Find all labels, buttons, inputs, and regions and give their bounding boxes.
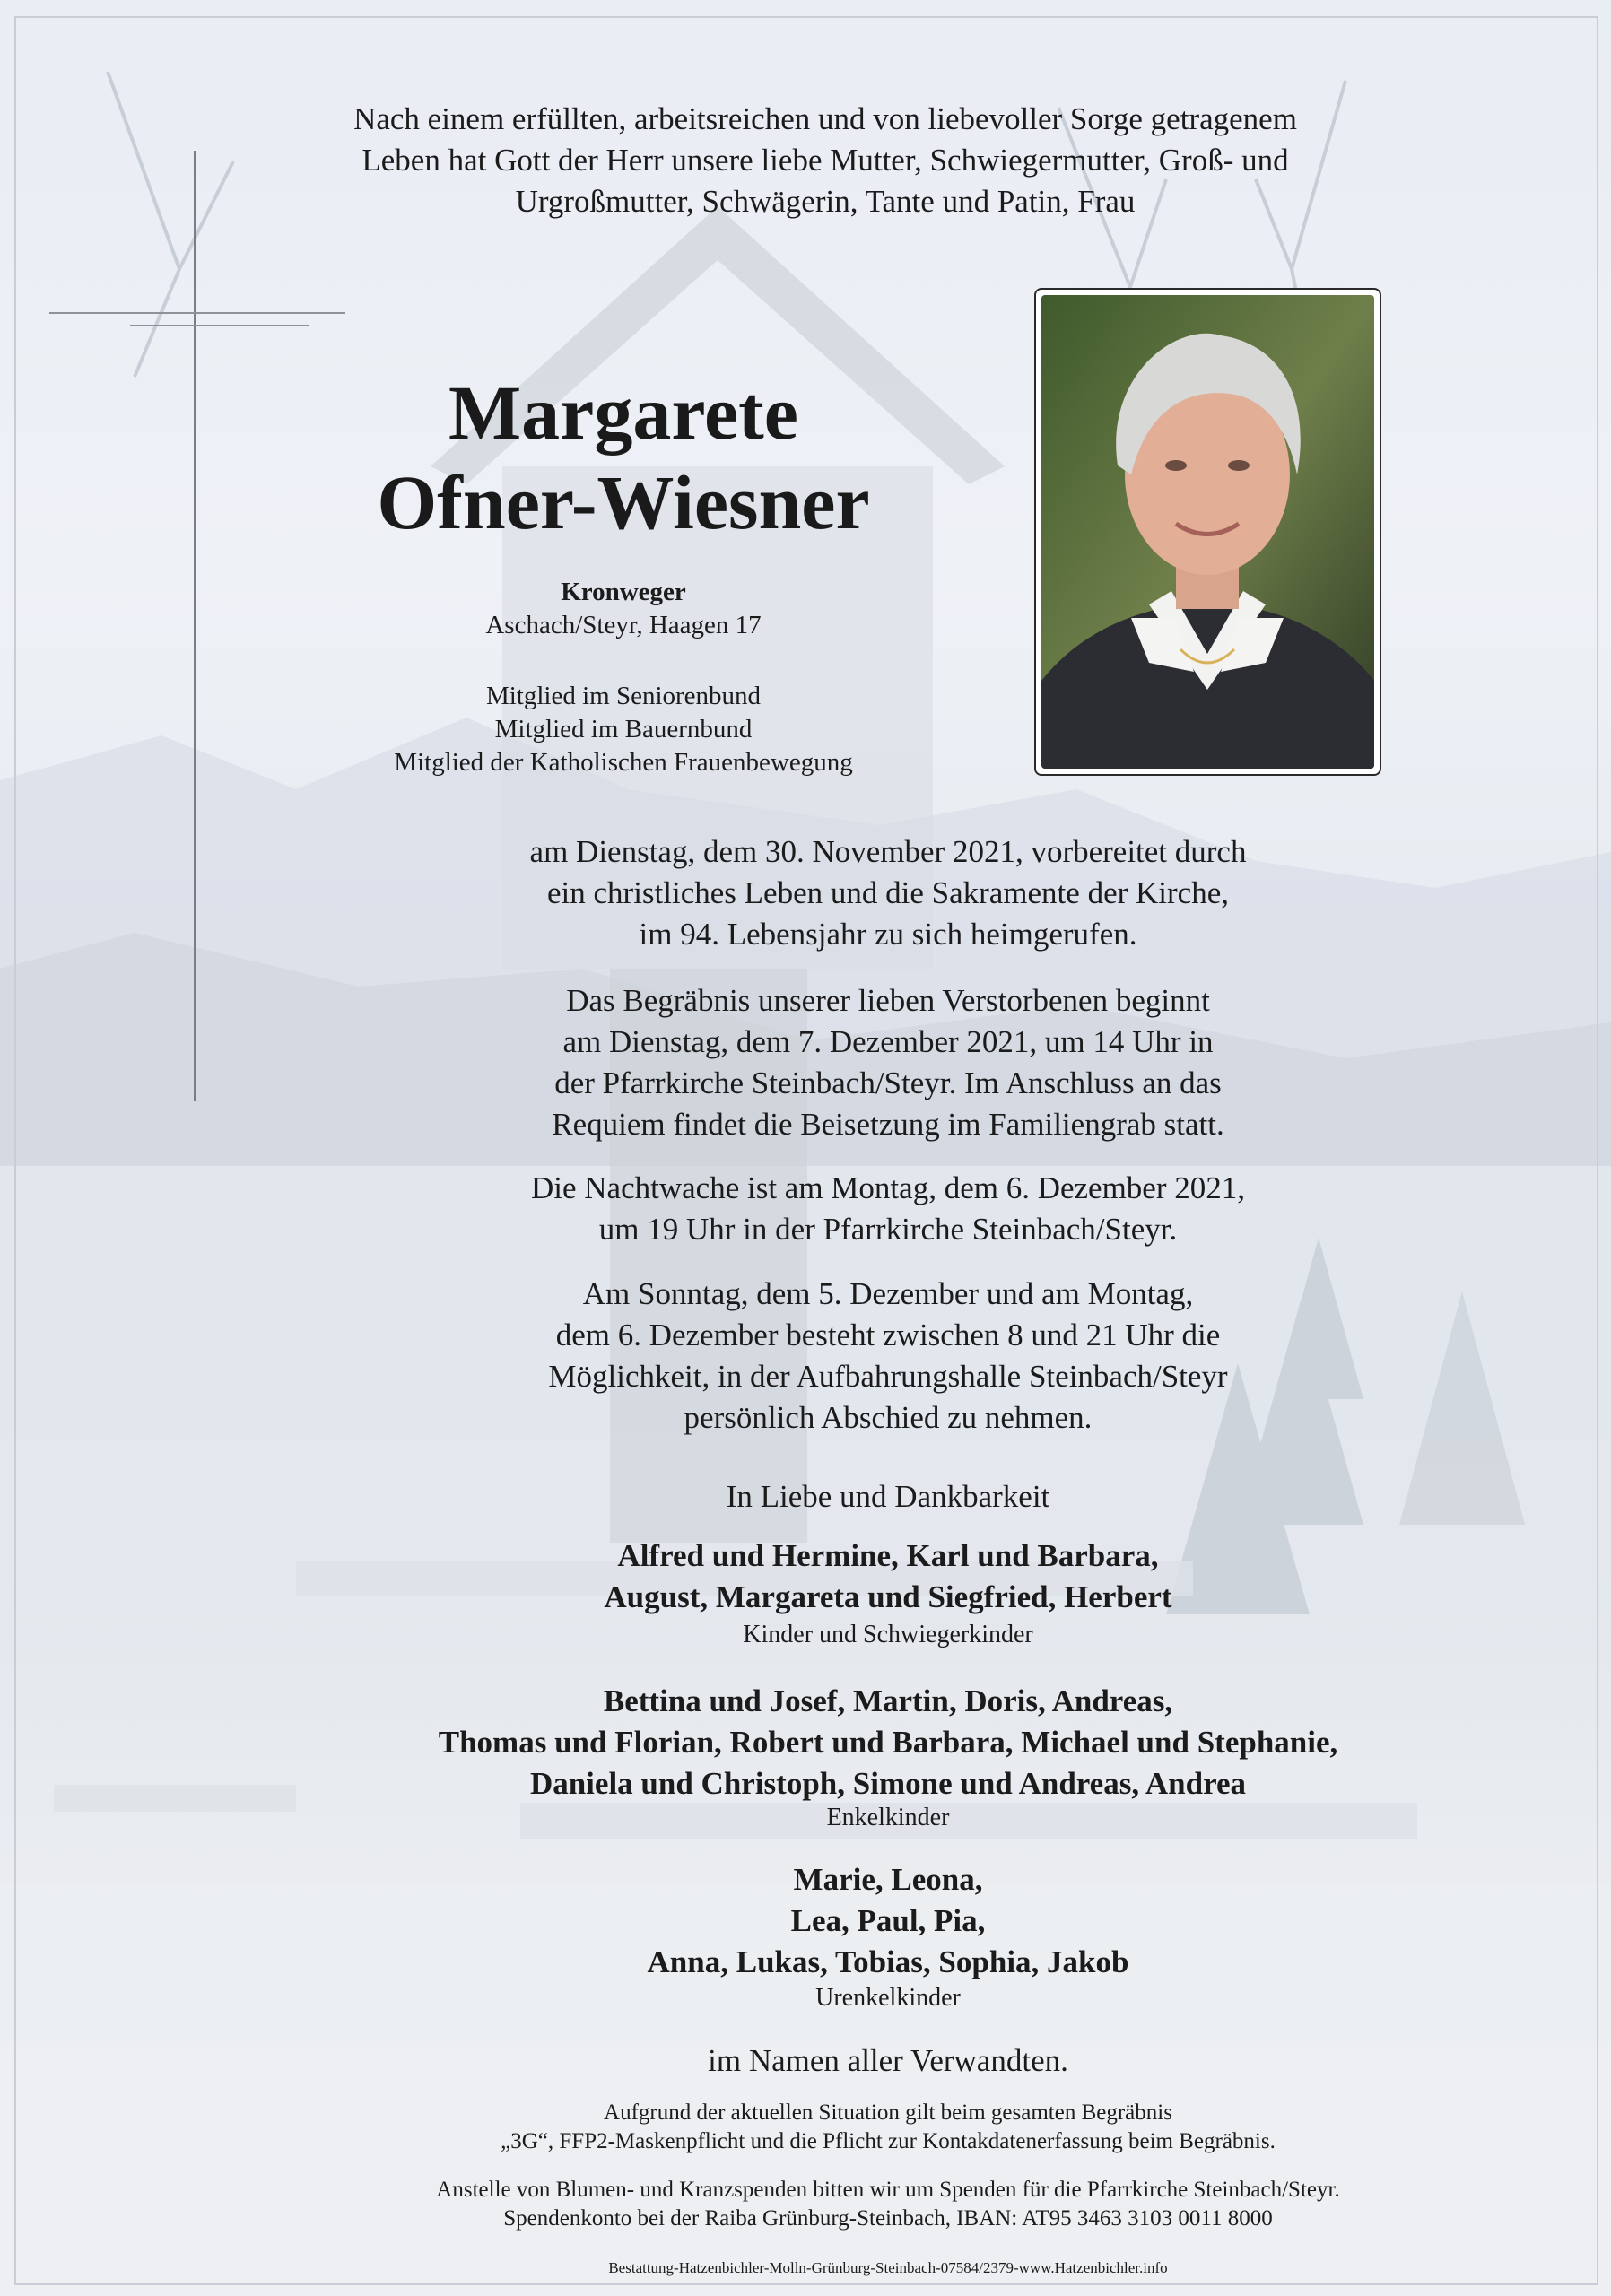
children-names: [269, 1535, 1507, 1618]
covid-note-line: Aufgrund der aktuellen Situation gilt beim gesamten Begräbnis: [604, 2100, 1172, 2125]
grandchildren-line: Daniela und Christoph, Simone und Andreas, Andrea: [529, 1766, 1247, 1801]
deceased-last-name: Ofner-Wiesner: [377, 459, 870, 545]
funeral-home-footer: Bestattung-Hatzenbichler-Molln-Grünburg-Steinbach-07584/2379-www.Hatzenbichler.info: [608, 2259, 1168, 2276]
cross-horizontal-bar-upper: [49, 312, 345, 314]
death-notice-line: ein christliches Leben und die Sakramente der Kirche,: [547, 875, 1229, 910]
funeral-details: [448, 980, 1328, 1145]
covid-note: [224, 2099, 1552, 2156]
farewell-line: Am Sonntag, dem 5. Dezember und am Montag,: [582, 1276, 1194, 1311]
farewell-line: dem 6. Dezember besteht zwischen 8 und 21 Uhr die: [555, 1318, 1221, 1352]
deceased-name: [287, 368, 960, 547]
house-name: Kronweger: [561, 578, 686, 606]
funeral-line: am Dienstag, dem 7. Dezember 2021, um 14 Uhr in: [562, 1024, 1214, 1059]
vigil-line: Die Nachtwache ist am Montag, dem 6. Dezember 2021,: [531, 1170, 1245, 1205]
intro-paragraph: [269, 99, 1381, 222]
donation-note-line: Spendenkonto bei der Raiba Grünburg-Steinbach, IBAN: AT95 3463 3103 0011 8000: [503, 2206, 1273, 2231]
great-grandchildren-names: [269, 1859, 1507, 1983]
farewell-details: [448, 1274, 1328, 1439]
donation-note-line: Anstelle von Blumen- und Kranzspenden bitten wir um Spenden für die Pfarrkirche Steinbach/Steyr.: [436, 2178, 1340, 2202]
intro-line: Nach einem erfüllten, arbeitsreichen und von liebevoller Sorge getragenem: [353, 101, 1297, 136]
membership-item: Mitglied im Bauernbund: [494, 715, 753, 744]
death-notice-line: am Dienstag, dem 30. November 2021, vorbereitet durch: [529, 834, 1247, 869]
children-line: Alfred und Hermine, Karl und Barbara,: [617, 1538, 1159, 1573]
deceased-first-name: Margarete: [448, 370, 798, 456]
portrait-image: [1041, 295, 1374, 769]
cross-horizontal-bar-lower: [130, 325, 309, 326]
intro-line: Leben hat Gott der Herr unsere liebe Mutter, Schwiegermutter, Groß- und: [361, 143, 1289, 178]
great-grandchildren-line: Marie, Leona,: [793, 1862, 983, 1897]
vigil-line: um 19 Uhr in der Pfarrkirche Steinbach/Steyr.: [598, 1212, 1178, 1247]
donation-note: [224, 2176, 1552, 2233]
grandchildren-line: Bettina und Josef, Martin, Doris, Andreas,: [603, 1683, 1173, 1718]
farewell-line: Möglichkeit, in der Aufbahrungshalle Steinbach/Steyr: [548, 1359, 1228, 1394]
children-line: August, Margareta und Siegfried, Herbert: [604, 1579, 1172, 1614]
address: Aschach/Steyr, Haagen 17: [485, 611, 762, 639]
grandchildren-caption: Enkelkinder: [826, 1804, 950, 1831]
funeral-line: Das Begräbnis unserer lieben Verstorbenen beginnt: [566, 983, 1210, 1018]
funeral-line: Requiem findet die Beisetzung im Familiengrab statt.: [552, 1107, 1224, 1142]
mourners-heading: In Liebe und Dankbarkeit: [726, 1479, 1050, 1514]
closing-line: im Namen aller Verwandten.: [708, 2043, 1068, 2078]
memberships: [341, 680, 906, 779]
grandchildren-names: [269, 1681, 1507, 1805]
membership-item: Mitglied im Seniorenbund: [485, 682, 762, 710]
vigil-details: [448, 1168, 1328, 1250]
great-grandchildren-line: Lea, Paul, Pia,: [790, 1903, 986, 1938]
intro-line: Urgroßmutter, Schwägerin, Tante und Patin, Frau: [515, 184, 1136, 219]
funeral-line: der Pfarrkirche Steinbach/Steyr. Im Anschluss an das: [554, 1065, 1222, 1100]
membership-item: Mitglied der Katholischen Frauenbewegung: [394, 748, 853, 777]
death-notice: [448, 831, 1328, 955]
portrait-photo: [1034, 288, 1381, 776]
children-caption: Kinder und Schwiegerkinder: [743, 1621, 1033, 1648]
grandchildren-line: Thomas und Florian, Robert und Barbara, Michael und Stephanie,: [438, 1725, 1338, 1760]
farewell-line: persönlich Abschied zu nehmen.: [684, 1400, 1093, 1435]
great-grandchildren-line: Anna, Lukas, Tobias, Sophia, Jakob: [647, 1944, 1129, 1979]
death-notice-line: im 94. Lebensjahr zu sich heimgerufen.: [639, 917, 1137, 952]
deceased-details: [359, 576, 888, 642]
covid-note-line: „3G“, FFP2-Maskenpflicht und die Pflicht zur Kontakdatenerfassung beim Begräbnis.: [501, 2129, 1276, 2153]
great-grandchildren-caption: Urenkelkinder: [815, 1984, 961, 2012]
cross-vertical-bar: [194, 151, 196, 1101]
